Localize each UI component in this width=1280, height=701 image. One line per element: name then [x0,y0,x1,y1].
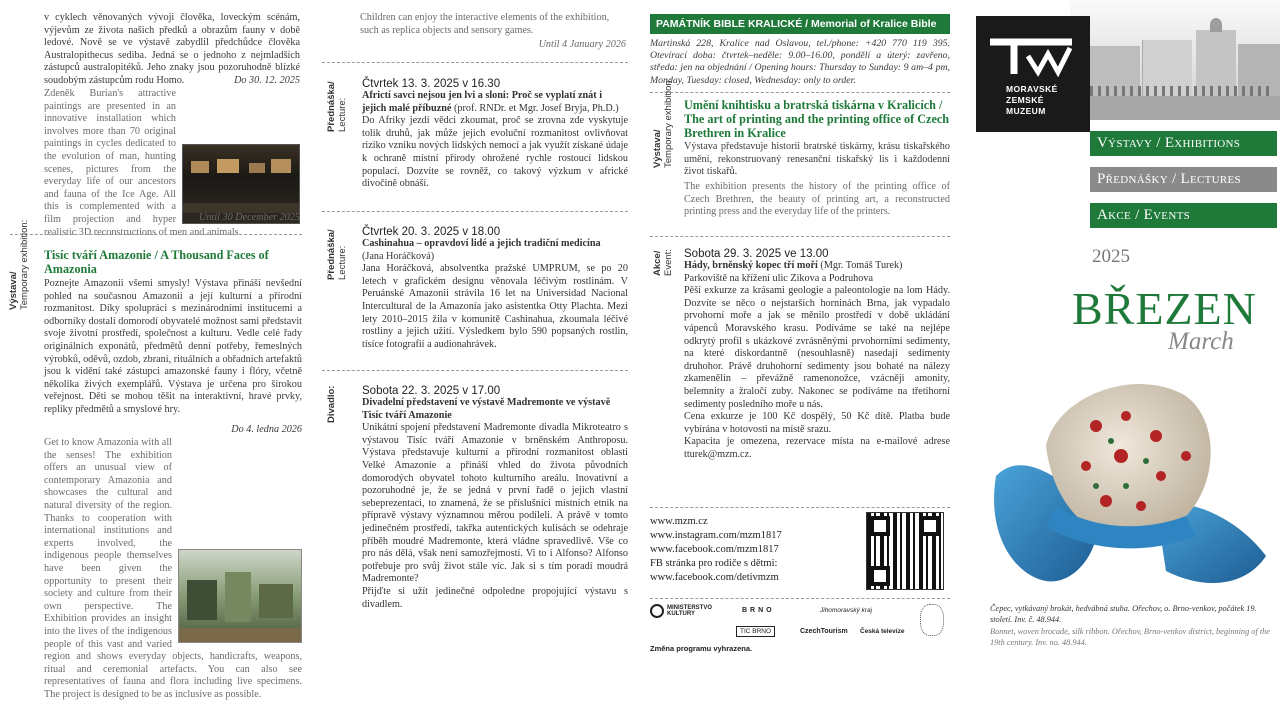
link-web[interactable]: www.mzm.cz [650,516,708,527]
hady-title: Hády, brněnský kopec tří moří [684,260,818,271]
caption-cz: Čepec, vytkávaný brokát, hedvábná stuha. Ořechov, o. Brno-venkov, počátek 19. století. Inv. č. 48.944. [990,604,1257,624]
divider [10,234,302,235]
event-1-label: Přednáška/ Lecture: [326,81,348,132]
divider [650,507,950,508]
column-2 [312,0,634,668]
event-3-body: Unikátní spojení představení Madremonte divadla Mikroteatro s výstavou Tisíc tváří Amazonie v brněnském Anthroposu. Výstava představuje kulturní a přírodní rozmanitost oblasti Velké Amazonie a přináší vhled do života původních domorodých obyvatel tohoto kulturního areálu. Inovativní a pozoruhodné je, že se jedná v první řadě o jejich vlastní sebeprezentaci, to znamená, že se příslušníci místních etnik na přípravě výstavy významnou měrou podíleli. A právě v tomto jedinečném prostředí, takřka autentických kulisách se odehraje příběh moudré Madremonte, která vládne spravedlivě. Vše co pro nás dělá, však není samozřejmostí. Vi to i Alfonso? Alfonso potřebuje pro svůj život stále víc. Jak si s tím poradí moudrá Madremonte? [362,422,628,585]
burian-text-cz: v cyklech věnovaných vývoji člověka, loveckým scénám, výjevům ze života našich předků a obrazům fauny v době ledové. Nově se ve výstavě zabydlil předchůdce člověka Australopithecus sediba. Jedná se o jednoho z nejmladších zástupců australopitéků. Jeho znaky jsou pozoruhodně blízké soudobým zástupcům rodu Homo. [44,12,300,86]
logo-brno: BRNO [742,607,775,614]
link-instagram[interactable]: www.instagram.com/mzm1817 [650,530,782,541]
amazonia-en-continued: Children can enjoy the interactive elements of the exhibition, such as replica objects and sensory games. [360,12,610,36]
burian-text-en-span: Zdeněk Burian's attractive paintings are presented in an innovative installation which involves more than 70 original paintings in cycles dedicated to the evolution of man, hunting scenes, pictures from the everyday life of our ancestors and fauna of the Ice Age. All this is complemented with a film projection and hyper realistic 3D reconstructions of men and animals. [44,88,242,238]
event-3-label: Divadlo: [326,385,337,423]
logo-ct: Česká televize [860,628,905,635]
event-1 [362,78,628,191]
column-3 [640,0,960,668]
footer-note: Změna programu vyhrazena. [650,644,753,653]
hady-label: Akce/ Event: [652,249,674,276]
month-cz: BŘEZEN [1072,283,1257,334]
divider [322,211,628,212]
event-2-speaker: (Jana Horáčková) [362,250,435,262]
kralice-banner: PAMÁTNÍK BIBLE KRALICKÉ / Memorial of Kralice Bible [650,14,950,34]
kralice-ex-en: The exhibition presents the history of the printing office of Czech Brethren, the beauty of printing art, a reconstructed printing press and the everyday life of the printers. [684,181,950,218]
kralice-ex-title: Umění knihtisku a bratrská tiskárna v Kralicích / The art of printing and the printing office of Czech Brethren in Kralice [684,98,950,140]
link-parents-label: FB stránka pro rodiče s dětmi: [650,558,778,569]
event-1-heading [362,90,628,115]
kralice-address: Martinská 228, Kralice nad Oslavou, tel./phone: +420 770 119 395. Otevírací doba: čtvrtek–neděle: 9.00–16.00, pondělí a úterý: zavřeno, středa: jen na objednání / Opening hours: Thursday to Sunday: 9 am–4 pm, Monday, Tuesday: closed, Wednesday: only to order. [650,38,950,86]
qr-code-icon [866,512,944,590]
partner-logos [650,604,950,644]
hady-body: Pěší exkurze za krásami geologie a paleontologie na lom Hády. Dozvíte se něco o nejstarších horninách Brna, jak vypadalo prvohorní moře a jak se měnilo prostředí v době ukládání vápenců Moravského krasu. Podíváme se také na nejlépe odkrytý profil s ukázkové zvrásněnými prvohorními sedimenty, na které diskordantně (nesouhlasně) nasedají sedimenty druhohor. Právě druhohorní sedimenty jsou bohaté na nálezy zkamenělin – převážně ramenonožce, vzácněji amonity, belemnity a žraločí zuby. Nakonec se podíváme na třetihorní sedimenty posledního moře u nás. [684,285,950,410]
event-3-extra: Přijďte si užít jedinečné odpoledne propojující výstavu s divadlem. [362,585,628,610]
menu-exhibitions[interactable]: Výstavy / Exhibitions [1090,131,1277,156]
link-facebook[interactable]: www.facebook.com/mzm1817 [650,544,779,555]
hady-capacity: Kapacita je omezena, rezervace místa na e-mailové adrese tturek@mzm.cz. [684,436,950,460]
month-en: March [1168,328,1234,355]
city-photo [1070,0,1280,120]
event-1-title: Africtí savci nejsou jen lvi a sloni: Proč se vyplatí znát i jejich malé příbuzné [362,90,603,114]
event-2-title: Cashinahua – opravdoví lidé a jejich tradiční medicína [362,238,601,249]
event-1-speaker: (prof. RNDr. et Mgr. Josef Bryja, Ph.D.) [451,102,619,114]
year: 2025 [1092,246,1130,267]
column-1 [0,0,312,700]
logo-emblem [920,604,944,636]
event-2 [362,226,628,351]
event-3-title: Divadelní představení ve výstavě Madremonte ve výstavě Tisíc tváří Amazonie [362,397,611,421]
caption-en: Bonnet, woven brocade, silk ribbon. Ořechov, Brno-venkov district, beginning of the 19th century. Inv. no. 48.944. [990,627,1270,647]
divider [322,370,628,371]
amazonia-title: Tisíc tváří Amazonie / A Thousand Faces of Amazonia [44,248,269,276]
divider [650,92,950,93]
logo-czechtourism: CzechTourism [800,628,848,635]
event-1-date: Čtvrtek 13. 3. 2025 v 16.30 [362,78,501,90]
column-4-cover [960,0,1280,668]
hady-speaker: (Mgr. Tomáš Turek) [817,260,903,271]
burian-date-cz: Do 30. 12. 2025 [234,75,300,86]
mzm-logo-icon [976,16,1090,86]
bonnet-photo [986,356,1276,596]
burian-date-en: Until 30 December 2025 [198,212,300,223]
divider [650,236,950,237]
amazonia-text-en: Get to know Amazonia with all the senses! The exhibition offers an unusual view of contemporary Amazonia and showcases the cultural and natural diversity of the region. Thanks to cooperation with international institutions and experts involved, the indigenous people themselves have been given the opportunity to present their society and culture from their own perspective. The Exhibition provides an insight into the lives of the indigenous people of this vast and varied region and shows everyday objects, handicrafts, weapons, ritual and ceremonial artefacts. You can also see representatives of fauna and flora including live specimens. The project is designed to be as inclusive as possible. [44,437,302,700]
kralice-ex-label: Výstava/ Temporary exhibition: [652,77,674,168]
divider [650,598,950,599]
menu-lectures[interactable]: Přednášky / Lectures [1090,167,1277,192]
event-2-date: Čtvrtek 20. 3. 2025 v 18.00 [362,226,501,238]
divider [322,62,628,63]
logo-jmk: Jihomoravský kraj [820,607,873,614]
hady-heading [684,260,950,273]
museum-logo-text: MORAVSKÉ ZEMSKÉ MUZEUM [1006,84,1058,116]
event-3 [362,385,628,611]
hady-date: Sobota 29. 3. 2025 ve 13.00 [684,248,829,260]
event-1-body: Do Afriky jezdí vědci zkoumat, proč se zrovna zde vyskytuje tolik druhů, jak může jejich evoluční rozmanitost ovlivňovat riziko vzniku nových lidských nemocí a jak využít získané údaje k ochraně místní přírody ohrožené rychle rostoucí lidskou populací. Dozvíte se rovněž, co takový výzkum v africké divočině obnáší. [362,115,628,190]
hady-price: Cena exkurze je 100 Kč dospělý, 50 Kč dítě. Platba bude vybírána v hotovosti na místě srazu. [684,411,950,435]
event-2-label: Přednáška/ Lecture: [326,229,348,280]
amazonia-photo [178,549,302,643]
section-label: Výstava/ Temporary exhibition: [8,219,30,310]
event-2-body: Jana Horáčková, absolventka pražské UMPRUM, se po 20 letech v grafickém designu věnovala léčivým rostlinám. V Peruánské Amazonii strávila 16 let na Universidad Nacional Intercultural de la Amazonía jako asistentka Otty Plachta. Mezi lety 2010–2015 žila v komunitě Cashinahua, zkoumala léčivé rostliny a jejich užití. Výsledkem bylo 590 popsaných rostlin, tisíce fotografií a audionahrávek. [362,263,628,350]
hady-place: Parkoviště na křížení ulic Zikova a Podruhova [684,272,873,284]
amazonia-text-cz: Poznejte Amazonii všemi smysly! Výstava přináší nevšední pohled na současnou Amazonii a její kulturní a přírodní rozmanitost. Díky spolupráci s mezinárodními institucemi a odborníky dostali domorodí obyvatelé možnost sami představit svoje životní prostředí, společnost a kulturu. Vedle celé řady originálních exponátů, předmětů denní potřeby, řemeslných výrobků, oděvů, ozdob, zbraní, rituálních a obřadních artefaktů jsou k vidění také zástupci amazonské fauny i flóry, včetně několika živých exemplářů. Výstava je určena pro širokou veřejnost. Děti se mohou těšit na interaktivní, hravé prvky, repliky předmětů a smyslové hry. [44,278,302,415]
hady-event [684,248,950,462]
kralice-ex-cz: Výstava představuje historii bratrské tiskárny, krásu tiskařského umění, rekonstruovaný renesanční tiskařský lis i každodenní život tiskařů. [684,141,950,178]
amazonia-date-cz: Do 4. ledna 2026 [231,424,302,435]
amazonia-date-en: Until 4 January 2026 [538,39,626,50]
menu-events[interactable]: Akce / Events [1090,203,1277,228]
logo-tic: TIC BRNO [736,626,775,637]
amazonia-en-block [44,437,302,700]
link-facebook-kids[interactable]: www.facebook.com/detivmzm [650,572,779,583]
web-links [650,515,860,585]
logo-ministry: MINISTERSTVO KULTURY [650,604,707,618]
event-3-date: Sobota 22. 3. 2025 v 17.00 [362,385,501,397]
museum-logo [976,16,1090,132]
